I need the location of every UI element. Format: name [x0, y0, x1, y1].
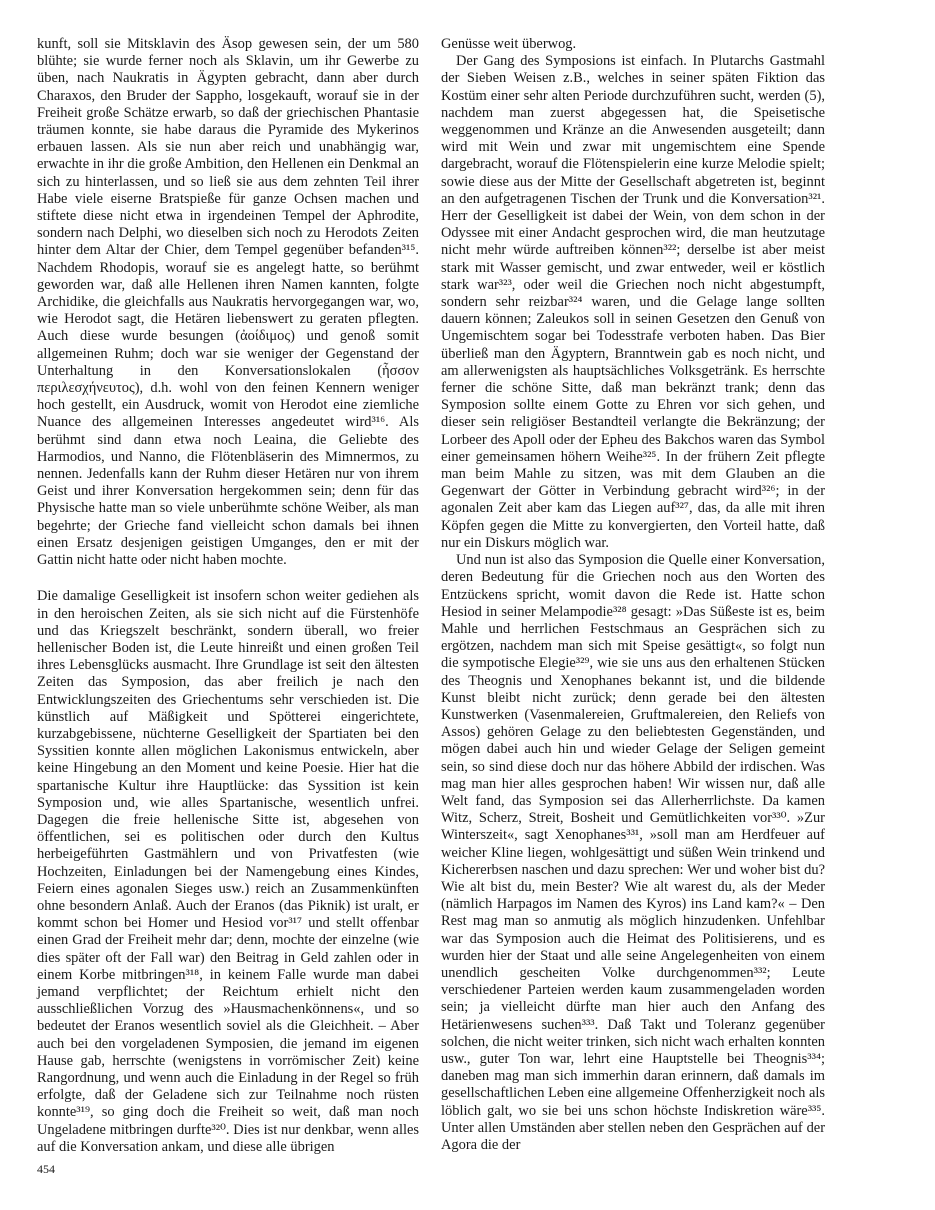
left-column	[37, 36, 419, 1156]
paragraph-geselligkeit: Die damalige Geselligkeit ist insofern schon weiter gediehen als in den heroischen Zeiten, als sie sich nicht auf die Fürstenhöfe und das Kriegszelt beschränkt, sondern überall, wo freier hellenischer Boden ist, die Leute hinreißt und einen großen Teil ihres Lebensglücks ausmacht. Ihre Grundlage ist seit den ältesten Zeiten das Symposion, das aber freilich je nach den Entwicklungszeiten des Griechentums sehr verschieden ist. Die künstlich auf Mäßigkeit und Spötterei eingerichtete, kurzabgebissene, nüchterne Geselligkeit der Spartiaten bei den Syssitien konnte allen möglichen Lakonismus entwickeln, aber keine Hingebung an den Moment und keine Poesie. Hier hat die spartanische Kultur ihre Hauptlücke: das Syssition ist kein Symposion und, wie alles Spartanische, wesentlich unfrei. Dagegen die freie hellenische Sitte ist, abgesehen von öffentlichen, sei es politischen oder durch den Kultus herbeigeführten Gastmählern und von Privatfesten (wie Hochzeiten, Einladungen bei der Namengebung eines Kindes, Feiern eines agonalen Sieges usw.) reich an Zusammenkünften ohne besondern Anlaß. Auch der Eranos (das Piknik) ist uralt, er kommt schon bei Homer und Hesiod vor³¹⁷ und stellt offenbar einen Grad der Freiheit mehr dar; denn, mochte der einzelne (wie dies später oft der Fall war) den Beitrag in Geld zahlen oder in einem Korbe mitbringen³¹⁸, in keinem Falle wurde man dabei jemand verpflichtet; der Reichtum erhielt nicht den ausschließlichen Vorzug des »Hausmachenkönnens«, und so bedeutet der Eranos wesentlich soviel als die Gleichheit. – Aber auch bei den vorgeladenen Symposien, die jemand im eigenen Hause gab, herrschte (wenigstens in vorrömischer Zeit) keine Rangordnung, und wenn auch die Einladung in der Regel so früh erfolgte, daß der Geladene sich zur Teilnahme noch rüsten konnte³¹⁹, so ging doch die Freiheit so weit, daß man noch Ungeladene mitbringen durfte³²⁰. Dies ist nur denkbar, wenn alles auf die Konversation ankam, und diese alle übrigen	[37, 588, 419, 1155]
paragraph-spacer	[37, 569, 419, 588]
paragraph-symposion-conversation: Und nun ist also das Symposion die Quelle einer Konversation, deren Bedeutung für die Griechen noch aus den Worten des Entzückens spricht, womit davon die Rede ist. Hatte schon Hesiod in seiner Melampodie³²⁸ gesagt: »Das Süßeste ist es, beim Mahle und herrlichen Festschmaus an Gesprächen sich zu ergötzen, nachdem man sich mit Speise gesättigt«, so folgt nun die sympotische Elegie³²⁹, wie sie uns aus den erhaltenen Stücken des Theognis und Xenophanes bekannt ist, und die bildende Kunst bleibt nicht zurück; denn gerade bei den ältesten Kunstwerken (Vasenmalereien, Gruftmalereien, den Reliefs von Assos) gehören Gelage zu den beliebtesten Gegenständen, und mögen dabei auch hin und wieder Gelage der Seligen gemeint sein, so sind diese doch nur das höhere Abbild der irdischen. Was mag man hier alles gesprochen haben! Wir wissen nur, daß alle Welt fand, das Symposion sei das Allerherrlichste. Da kamen Witz, Scherz, Streit, Bosheit und Gemütlichkeiten vor³³⁰. »Zur Winterszeit«, sagt Xenophanes³³¹, »soll man am Herdfeuer auf weicher Kline liegen, wohlgesättigt und süßen Wein trinkend und Kichererbsen naschen und dazu sprechen: Wer und woher bist du? Wie alt bist du, mein Bester? Wie alt warest du, als der Meder (nämlich Harpagos im Namen des Kyros) ins Land kam?« – Den Rest mag man so anmutig als möglich hinzudenken. Unfehlbar war das Symposion auch die Heimat des Politisierens, und es wurden hier der Staat und alle seine Angelegenheiten von einem unendlich gescheiten Volke durchgenommen³³²; Leute verschiedener Parteien werden kaum zusammengeladen worden sein; ja vielleicht dürfte man hier auch den Anfang des Hetärienwesens suchen³³³. Daß Takt und Toleranz gegenüber solchen, die nicht weiter trinken, sich nicht wach erhalten konnten usw., guter Ton war, lehrt eine Hauptstelle bei Theognis³³⁴; daneben mag man sich immerhin daran erinnern, daß damals im gesellschaftlichen Leben eine allgemeine Offenherzigkeit noch als löblich galt, wo sie bei uns schon höchste Indiskretion wäre³³⁵. Unter allen Umständen aber stellen neben den Gesprächen auf der Agora die der	[441, 552, 825, 1153]
paragraph-continuation: Genüsse weit überwog.	[441, 36, 577, 52]
page-number: 454	[37, 1162, 55, 1176]
paragraph-symposion-course: Der Gang des Symposions ist einfach. In Plutarchs Gastmahl der Sieben Weisen z.B., welches in seiner späten Fiktion das Kostüm einer sehr alten Periode durchzuführen sucht, werden (5), nachdem man zuerst abgegessen hat, die Speisetische weggenommen und Kränze an die Anwesenden ausgeteilt; dann wird mit Wein und zwar mit ungemischtem eine Spende dargebracht, worauf die Flötenspielerin eine kurze Melodie spielt; sowie diese aus der Mitte der Gesellschaft abgetreten ist, beginnt an den aufgetragenen Tischen der Trunk und die Konversation³²¹. Herr der Geselligkeit ist dabei der Wein, von dem schon in der Odyssee mit einer Andacht gesprochen wird, die man heutzutage nicht mehr würde auftreiben können³²²; derselbe ist aber meist stark mit Wasser gemischt, und zwar entweder, weil er köstlich stark war³²³, oder weil die Griechen noch nicht abgestumpft, sondern sehr reizbar³²⁴ waren, und die Gelage lange sollten dauern können; Zaleukos soll in seinen Gesetzen den Genuß von Ungemischtem sogar bei Todesstrafe verboten haben. Das Bier überließ man den Ägyptern, Branntwein gab es noch nicht, und am allerwenigsten als hauptsächliches Volksgetränk. Es herrschte ferner die schöne Sitte, daß man bekränzt trank; denn das Symposion sollte einem Gotte zu Ehren vor sich gehen, und dieser sein religiöser Bestandteil verlangte die Bekränzung; der Lorbeer des Apoll oder der Epheu des Bakchos waren das Symbol einer gemeinsamen höhern Weihe³²⁵. In der frühern Zeit pflegte man beim Mahle zu sitzen, was mit dem Glauben an die Gegenwart der Götter in Verbindung gebracht wird³²⁶; in der agonalen Zeit aber kam das Liegen auf³²⁷, das, da alle mit ihren Köpfen gegen die Mitte zu konvergierten, den Vorteil hatte, daß nur ein Diskurs möglich war.	[441, 53, 825, 551]
right-column	[441, 36, 825, 1154]
paragraph-rhodopis: kunft, soll sie Mitsklavin des Äsop gewesen sein, der um 580 blühte; sie wurde ferner noch als Sklavin, um ihr Gewerbe zu üben, nach Naukratis in Ägypten gebracht, dann aber durch Charaxos, den Bruder der Sappho, losgekauft, worauf sie in der Freiheit große Schätze erwarb, so daß der griechischen Phantasie träumen konnte, sie habe daraus die Pyramide des Mykerinos erbauen lassen. Als sie nun aber reich und unabhängig war, erwachte in ihr die große Ambition, den Hellenen ein Denkmal an sich zu hinterlassen, und so ließ sie aus dem zehnten Teil ihrer Habe viele eiserne Bratspieße für ganze Ochsen machen und stiftete diese nicht etwa in irgendeinen Tempel der Aphrodite, sondern nach Delphi, wo dieselben sich noch zu Herodots Zeiten hinter dem Altar der Chier, dem Tempel gegenüber befanden³¹⁵. Nachdem Rhodopis, worauf sie es angelegt hatte, so berühmt geworden war, daß alle Hellenen ihren Namen kannten, folgte Archidike, die gleichfalls aus Naukratis hervorgegangen war, wo, wie Herodot sagt, die Hetären liebenswert zu geraten pflegten. Auch diese wurde besungen (ἀοίδιμος) und genoß somit allgemeinen Ruhm; doch war sie weniger der Gegenstand der Unterhaltung in den Konversationslokalen (ἧσσον περιλεσχήνευτος), d.h. wohl von den feinen Kennern weniger hoch gestellt, ein Ausdruck, womit von Herodot eine ziemliche Nuance des allgemeinen Interesses angedeutet wird³¹⁶. Als berühmt sind dann etwa noch Leaina, die Geliebte des Harmodios, und Nanno, die Flötenbläserin des Mimnermos, zu nennen. Jedenfalls kann der Ruhm dieser Hetären nur von ihrem Geist und ihrer Konversation hergekommen sein; denn für das Physische hatte man so viele unberühmte schöne Weiber, als man begehrte; der Grieche fand vielleicht schon damals bei ihnen einen Ersatz desjenigen geistigen Umganges, den er mit der Gattin nicht hatte oder nicht haben mochte.	[37, 36, 419, 569]
